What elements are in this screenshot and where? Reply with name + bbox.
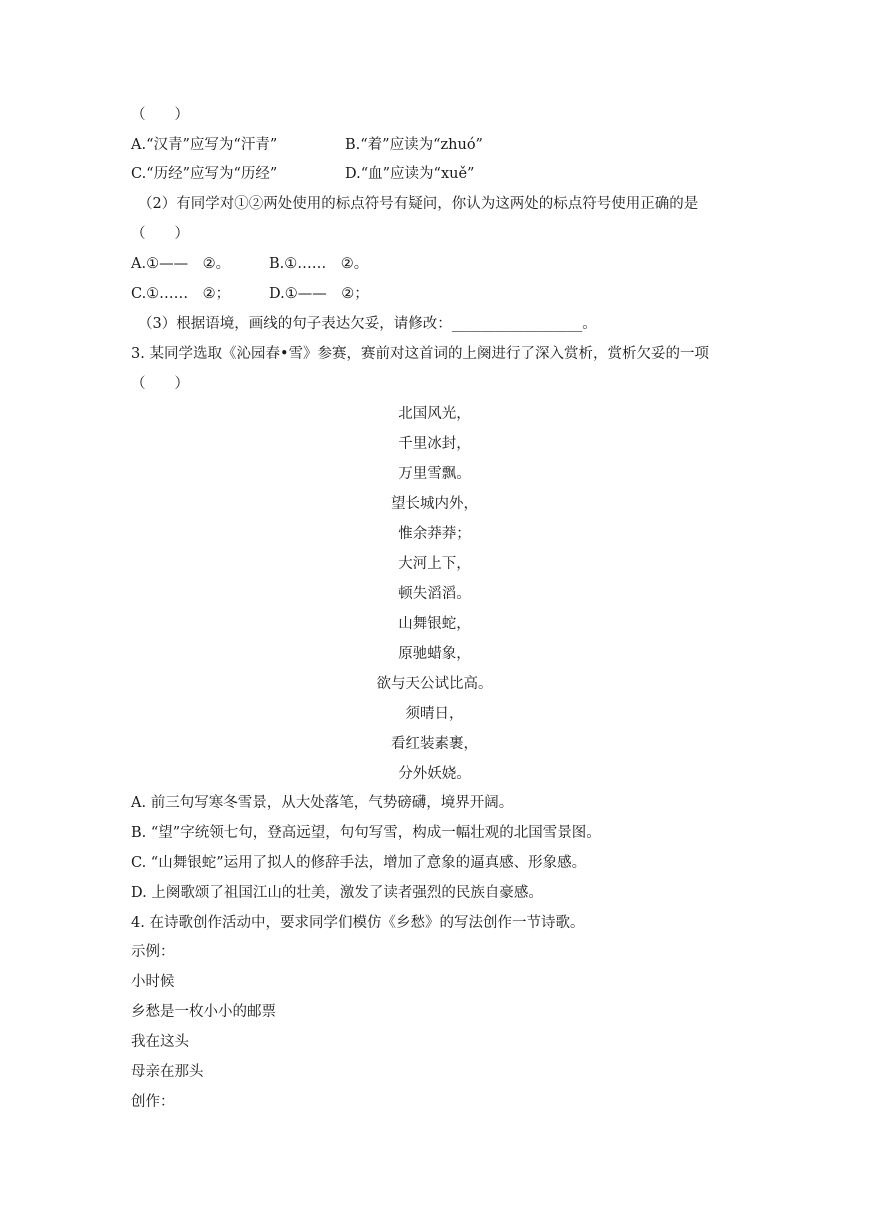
q4-create-label: 创作：: [131, 1094, 175, 1110]
poem-line: 须晴日，: [405, 706, 464, 722]
poem-line: 原驰蜡象，: [398, 646, 471, 662]
q4-example-line: 乡愁是一枚小小的邮票: [131, 1004, 276, 1020]
poem-line: 惟余莽莽；: [398, 526, 471, 542]
q3-stem: 3. 某同学选取《沁园春•雪》参赛，赛前对这首词的上阕进行了深入赏析，赏析欠妥的一项: [131, 346, 709, 362]
q4-example-label: 示例：: [131, 944, 175, 960]
q2-2-options-row1: [131, 249, 759, 279]
q2-2-option-a: A.①—— ②。: [131, 256, 231, 272]
q2-1-answer-bracket: （ ）: [131, 107, 189, 123]
q2-2-options-row2: [131, 279, 759, 309]
q4-example-line: 小时候: [131, 974, 175, 990]
q2-2-option-c: C.①…… ②；: [131, 286, 231, 302]
q3-option-d: D. 上阕歌颂了祖国江山的壮美，激发了读者强烈的民族自豪感。: [131, 885, 543, 901]
poem-line: 顿失滔滔。: [398, 586, 471, 602]
q2-2-option-b: B.①…… ②。: [269, 256, 369, 272]
q3-option-a: A. 前三句写寒冬雪景，从大处落笔，气势磅礴，境界开阔。: [131, 795, 514, 811]
poem-line: 望长城内外，: [391, 496, 478, 512]
poem-line: 欲与天公试比高。: [376, 676, 493, 692]
q2-2-answer-bracket: （ ）: [131, 226, 189, 242]
q2-1-options-row2: [131, 159, 759, 189]
poem-line: 看红装素裹，: [391, 736, 478, 752]
q3-answer-bracket: （ ）: [131, 376, 189, 392]
q4-example-line: 我在这头: [131, 1034, 189, 1050]
q4-example-line: 母亲在那头: [131, 1064, 204, 1080]
poem-line: 大河上下，: [398, 556, 471, 572]
q2-1-options-row1: [131, 130, 759, 160]
poem-line: 千里冰封，: [398, 436, 471, 452]
q2-1-option-b: B.“着”应读为“zhuó”: [345, 137, 483, 153]
poem-line: 分外妖娆。: [398, 766, 471, 782]
q2-1-option-a: A.“汉青”应写为“汗青”: [131, 137, 278, 153]
poem-line: 山舞银蛇，: [398, 616, 471, 632]
q2-1-option-c: C.“历经”应写为“历经”: [131, 166, 278, 182]
q2-2-option-d: D.①—— ②；: [269, 286, 369, 302]
q3-option-c: C. “山舞银蛇”运用了拟人的修辞手法，增加了意象的逼真感、形象感。: [131, 855, 587, 871]
q2-3-stem: （3）根据语境，画线的句子表达欠妥，请修改：__________________。: [138, 316, 597, 332]
q4-stem: 4. 在诗歌创作活动中，要求同学们模仿《乡愁》的写法创作一节诗歌。: [131, 915, 585, 931]
q2-2-stem: （2）有同学对①②两处使用的标点符号有疑问，你认为这两处的标点符号使用正确的是: [138, 196, 699, 212]
q2-1-option-d: D.“血”应读为“xuě”: [345, 166, 475, 182]
q3-option-b: B. “望”字统领七句，登高远望，句句写雪，构成一幅壮观的北国雪景图。: [131, 825, 601, 841]
poem-line: 北国风光，: [398, 406, 471, 422]
poem-line: 万里雪飘。: [398, 466, 471, 482]
